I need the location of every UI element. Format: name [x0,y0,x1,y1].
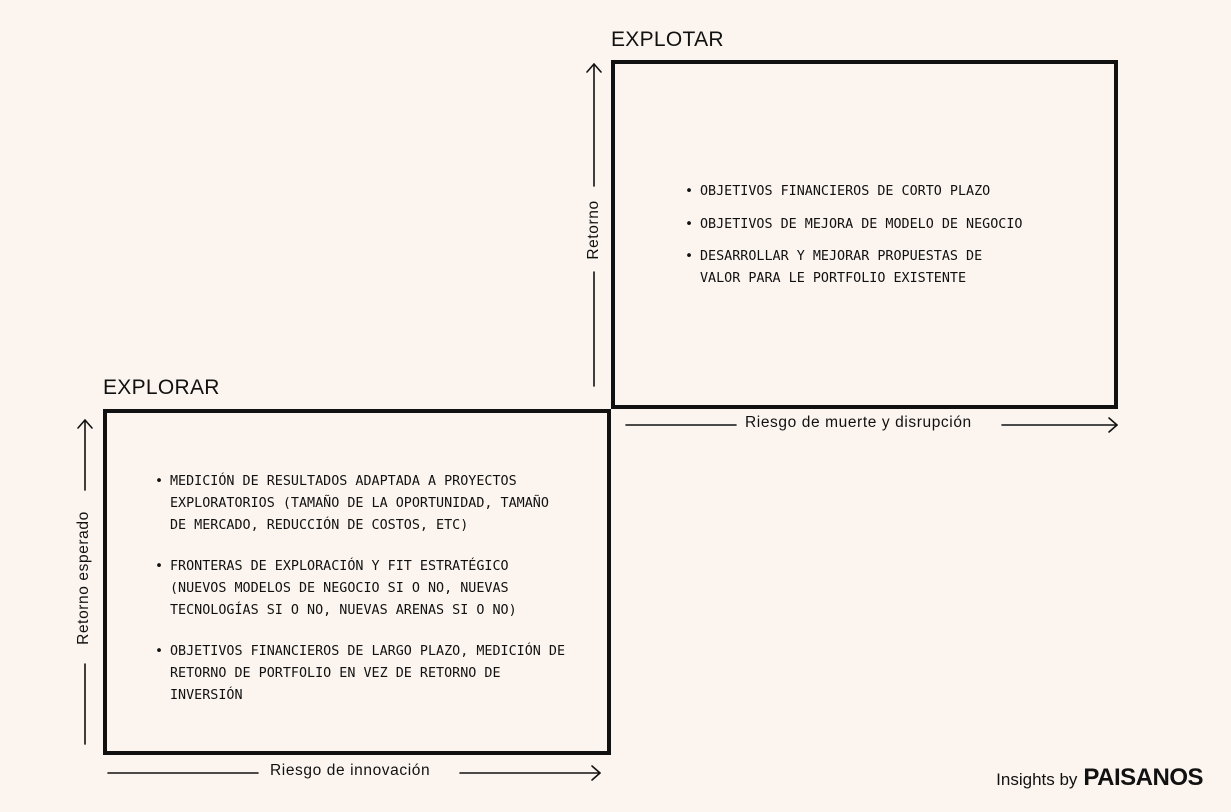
bullet-icon: • [155,474,164,489]
bullet-icon: • [155,559,164,574]
explotar-y-axis-label: Retorno [585,200,602,260]
brand-logo [996,764,1203,792]
bullet-icon: • [155,644,164,659]
explorar-y-axis-label: Retorno esperado [75,511,92,645]
explotar-title: EXPLOTAR [611,28,724,51]
bullet-icon: • [685,249,694,264]
list-item-text: OBJETIVOS FINANCIEROS DE LARGO PLAZO, MEDICIÓN DE RETORNO DE PORTFOLIO EN VEZ DE RETORNO DE INVERSIÓN [170,644,566,703]
brand-name: PAISANOS [1083,764,1203,791]
bullet-icon: • [685,184,694,199]
list-item-text: OBJETIVOS FINANCIEROS DE CORTO PLAZO [700,184,991,199]
explorar-title: EXPLORAR [103,376,220,399]
list-item-text: FRONTERAS DE EXPLORACIÓN Y FIT ESTRATÉGICO (NUEVOS MODELOS DE NEGOCIO SI O NO, NUEVAS TECNOLOGÍAS SI O NO, NUEVAS ARENAS SI O NO) [170,559,517,618]
list-item-text: MEDICIÓN DE RESULTADOS ADAPTADA A PROYECTOS EXPLORATORIOS (TAMAÑO DE LA OPORTUNIDAD, TAMAÑO DE MERCADO, REDUCCIÓN DE COSTOS, ETC) [170,474,549,533]
list-item-text: OBJETIVOS DE MEJORA DE MODELO DE NEGOCIO [700,217,1023,232]
brand-prefix: Insights by [996,770,1078,789]
list-item-text: DESARROLLAR Y MEJORAR PROPUESTAS DE VALOR PARA LE PORTFOLIO EXISTENTE [700,249,983,286]
explorar-x-axis-label: Riesgo de innovación [270,762,431,779]
explotar-x-axis-label: Riesgo de muerte y disrupción [745,414,972,431]
bullet-icon: • [685,217,694,232]
